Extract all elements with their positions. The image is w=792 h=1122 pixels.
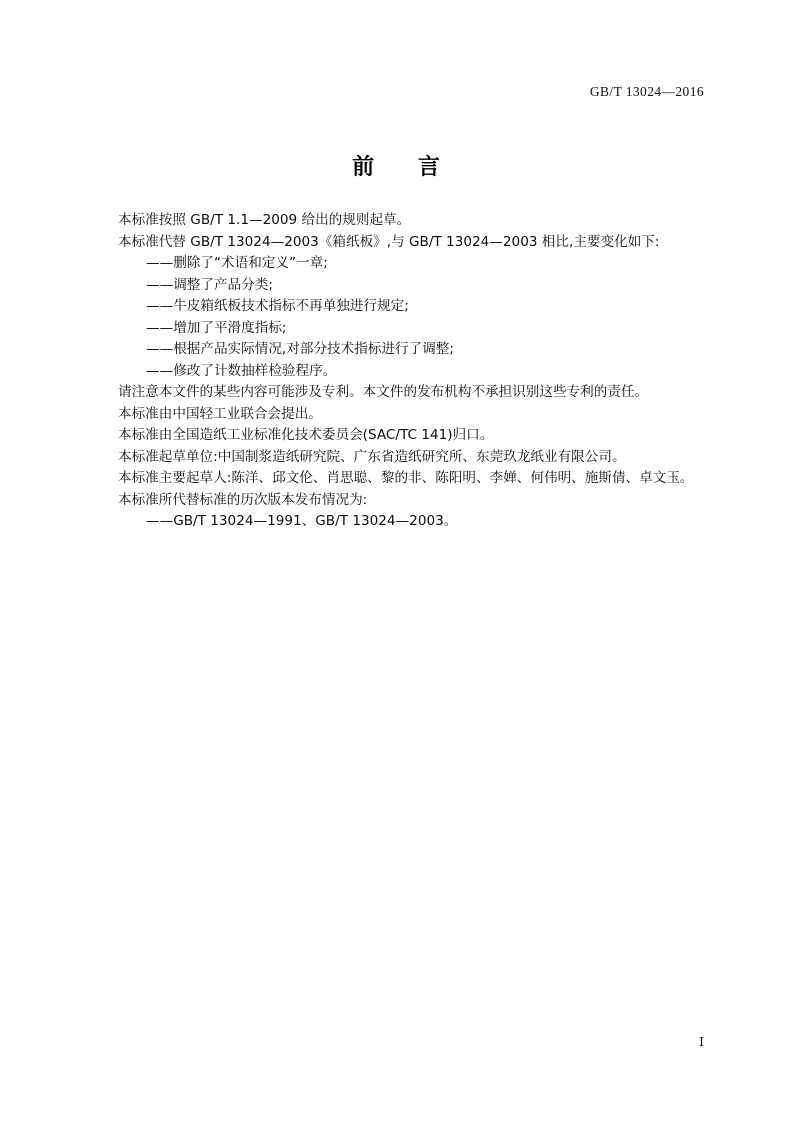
- foreword-content: [118, 210, 698, 533]
- change-item: ——牛皮箱纸板技术指标不再单独进行规定;: [146, 298, 409, 314]
- change-item: ——修改了计数抽样检验程序。: [146, 362, 337, 379]
- foreword-note: 本标准主要起草人:陈洋、邱文伦、肖思聪、黎的非、陈阳明、李婵、何伟明、施斯倩、卓文玉。: [118, 470, 694, 486]
- foreword-note: 请注意本文件的某些内容可能涉及专利。本文件的发布机构不承担识别这些专利的责任。: [118, 384, 649, 400]
- foreword-note: 本标准起草单位:中国制浆造纸研究院、广东省造纸研究所、东莞玖龙纸业有限公司。: [118, 448, 626, 465]
- standard-number-header: GB/T 13024—2016: [589, 84, 704, 99]
- page-title: 前 言: [352, 155, 458, 180]
- foreword-note: 本标准由中国轻工业联合会提出。: [118, 405, 322, 422]
- change-item: ——调整了产品分类;: [146, 276, 273, 293]
- history-item: ——GB/T 13024—1991、GB/T 13024—2003。: [146, 513, 458, 529]
- foreword-note: 本标准由全国造纸工业标准化技术委员会(SAC/TC 141)归口。: [118, 427, 494, 443]
- change-item: ——删除了“术语和定义”一章;: [146, 255, 328, 271]
- foreword-note: 本标准所代替标准的历次版本发布情况为:: [118, 491, 368, 508]
- change-item: ——增加了平滑度指标;: [146, 319, 287, 336]
- change-item: ——根据产品实际情况,对部分技术指标进行了调整;: [146, 341, 454, 357]
- foreword-paragraph: 本标准代替 GB/T 13024—2003《箱纸板》,与 GB/T 13024—2003 相比,主要变化如下:: [118, 233, 660, 250]
- foreword-paragraph: 本标准按照 GB/T 1.1—2009 给出的规则起草。: [118, 212, 411, 228]
- page-number: Ⅰ: [699, 1035, 704, 1049]
